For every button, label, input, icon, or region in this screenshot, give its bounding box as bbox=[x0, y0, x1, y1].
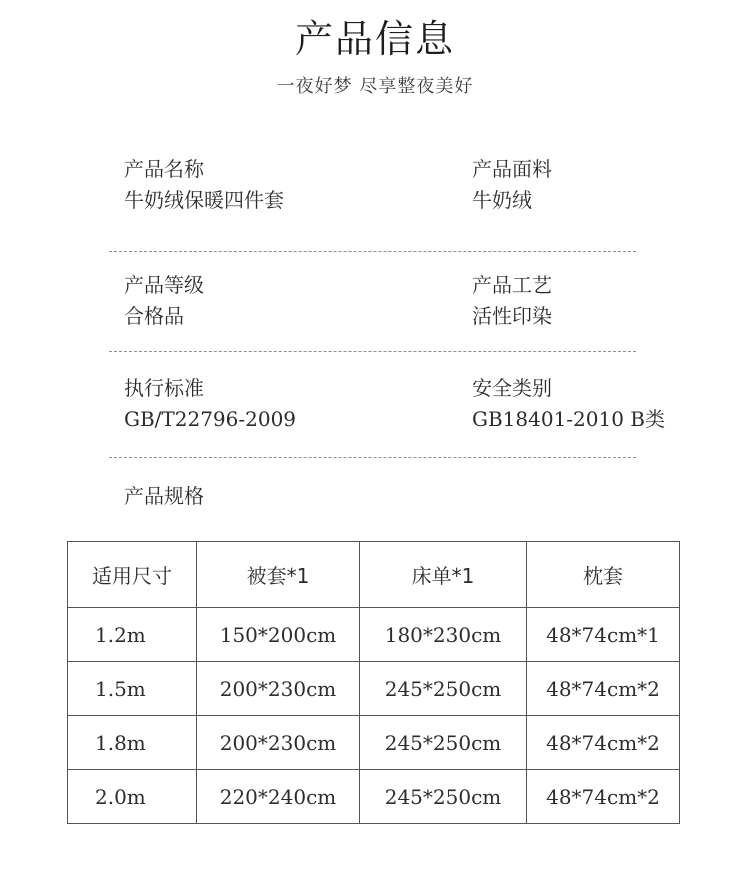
cell-duvet: 220*240cm bbox=[197, 770, 360, 824]
product-craft-field bbox=[472, 270, 732, 332]
standard-label: 执行标准 bbox=[124, 376, 204, 400]
cell-duvet: 150*200cm bbox=[197, 608, 360, 662]
table-row bbox=[68, 662, 680, 716]
table-row bbox=[68, 716, 680, 770]
table-header-row bbox=[68, 542, 680, 608]
product-fabric-label: 产品面料 bbox=[472, 157, 552, 181]
product-name-value: 牛奶绒保暖四件套 bbox=[124, 188, 284, 212]
product-grade-value: 合格品 bbox=[124, 304, 184, 328]
cell-sheet: 180*230cm bbox=[360, 608, 527, 662]
cell-size: 1.5m bbox=[68, 662, 197, 716]
section-divider bbox=[109, 457, 636, 458]
product-grade-label: 产品等级 bbox=[124, 273, 204, 297]
cell-sheet: 245*250cm bbox=[360, 716, 527, 770]
page-title: 产品信息 bbox=[294, 17, 455, 61]
cell-pillowcase: 48*74cm*2 bbox=[527, 716, 680, 770]
product-name-label: 产品名称 bbox=[124, 157, 204, 181]
header-duvet: 被套*1 bbox=[197, 542, 360, 608]
table-row bbox=[68, 608, 680, 662]
safety-label: 安全类别 bbox=[472, 376, 552, 400]
section-divider bbox=[109, 251, 636, 252]
product-fabric-value: 牛奶绒 bbox=[472, 188, 532, 212]
safety-value: GB18401-2010 B类 bbox=[472, 407, 666, 431]
product-craft-label: 产品工艺 bbox=[472, 273, 552, 297]
standard-value: GB/T22796-2009 bbox=[124, 407, 297, 431]
table-row bbox=[68, 770, 680, 824]
spec-label: 产品规格 bbox=[124, 484, 204, 508]
header-size: 适用尺寸 bbox=[68, 542, 197, 608]
header-sheet: 床单*1 bbox=[360, 542, 527, 608]
section-divider bbox=[109, 351, 636, 352]
product-craft-value: 活性印染 bbox=[472, 304, 552, 328]
cell-sheet: 245*250cm bbox=[360, 770, 527, 824]
cell-size: 1.8m bbox=[68, 716, 197, 770]
cell-size: 1.2m bbox=[68, 608, 197, 662]
cell-duvet: 200*230cm bbox=[197, 662, 360, 716]
cell-pillowcase: 48*74cm*2 bbox=[527, 770, 680, 824]
header-pillowcase: 枕套 bbox=[527, 542, 680, 608]
spec-table bbox=[67, 541, 680, 824]
cell-pillowcase: 48*74cm*1 bbox=[527, 608, 680, 662]
page-subtitle: 一夜好梦 尽享整夜美好 bbox=[276, 76, 474, 97]
cell-duvet: 200*230cm bbox=[197, 716, 360, 770]
cell-pillowcase: 48*74cm*2 bbox=[527, 662, 680, 716]
safety-field bbox=[472, 373, 732, 435]
product-grade-field bbox=[124, 270, 384, 332]
standard-field bbox=[124, 373, 384, 435]
product-fabric-field bbox=[472, 154, 732, 216]
product-name-field bbox=[124, 154, 384, 216]
cell-size: 2.0m bbox=[68, 770, 197, 824]
cell-sheet: 245*250cm bbox=[360, 662, 527, 716]
